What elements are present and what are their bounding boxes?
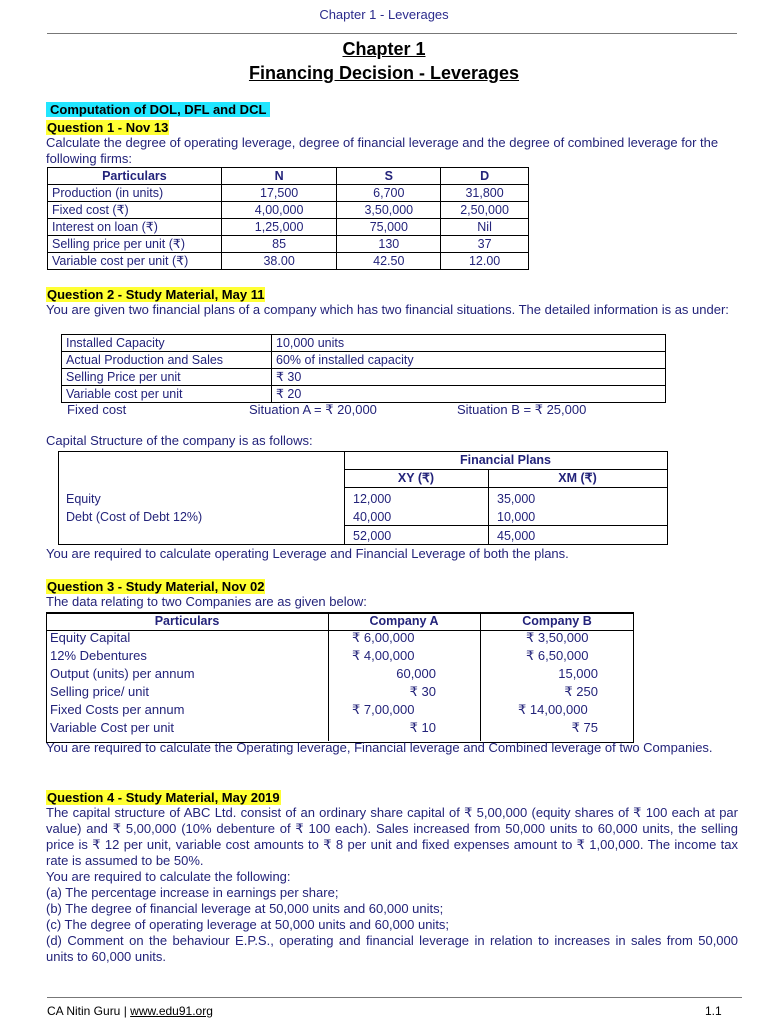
situation-b: Situation B = ₹ 25,000 bbox=[457, 402, 587, 417]
footer-divider bbox=[47, 997, 742, 998]
table-cell: Selling Price per unit bbox=[62, 369, 272, 386]
chapter-number: Chapter 1 bbox=[342, 39, 426, 59]
table-cell: ₹ 4,00,000 bbox=[352, 648, 415, 663]
table-row bbox=[62, 386, 666, 403]
q1-table bbox=[47, 167, 529, 270]
footer-credit bbox=[47, 1004, 213, 1018]
table-cell: 130 bbox=[337, 236, 441, 253]
table-header-row bbox=[46, 613, 634, 629]
table-cell: 3,50,000 bbox=[337, 202, 441, 219]
table-header-cell: Particulars bbox=[154, 614, 220, 628]
q1-heading-text: Question 1 - Nov 13 bbox=[47, 120, 169, 135]
table-cell: Variable cost per unit (₹) bbox=[48, 253, 222, 270]
table-cell: Actual Production and Sales bbox=[62, 352, 272, 369]
table-cell: ₹ 7,00,000 bbox=[352, 702, 415, 717]
xm-header: XM (₹) bbox=[558, 471, 597, 485]
xm-total: 45,000 bbox=[497, 529, 536, 543]
q2-required: You are required to calculate operating Leverage and Financial Leverage of both the plans. bbox=[46, 546, 569, 561]
table-header-cell: Company B bbox=[522, 614, 592, 628]
table-row bbox=[62, 369, 666, 386]
q4-item-b: (b) The degree of financial leverage at 50,000 units and 60,000 units; bbox=[46, 901, 444, 916]
q2-text: You are given two financial plans of a company which has two financial situations. The detailed information is as under: bbox=[46, 302, 729, 317]
table-cell: 1,25,000 bbox=[221, 219, 337, 236]
footer-author: CA Nitin Guru | bbox=[47, 1004, 131, 1018]
q4-item-d: (d) Comment on the behaviour E.P.S., operating and financial leverage in relation to increases in sales from 50,000 units to 60,000 units. bbox=[46, 933, 738, 964]
table-cell: 31,800 bbox=[441, 185, 529, 202]
table-row bbox=[48, 219, 529, 236]
q3-required: You are required to calculate the Operating leverage, Financial leverage and Combined leverage of two Companies. bbox=[46, 740, 713, 755]
table-cell: ₹ 75 bbox=[571, 720, 598, 735]
q4-text: The capital structure of ABC Ltd. consist of an ordinary share capital of ₹ 5,00,000 (equity shares of ₹ 100 each at par value) and ₹ 5,00,000 (10% debenture of ₹ 100 each). Sales increased from 50,000 units to 60,000 units, the selling price is ₹ 12 per unit, variable cost amounts to ₹ 8 per unit and fixed expenses amount to ₹ 1,00,000. The income tax rate is assumed to be 50%. bbox=[46, 805, 738, 868]
q4-item-c: (c) The degree of operating leverage at 50,000 units and 60,000 units; bbox=[46, 917, 450, 932]
table-cell: 12% Debentures bbox=[50, 648, 147, 663]
table-cell: 85 bbox=[221, 236, 337, 253]
footer-link[interactable]: www.edu91.org bbox=[130, 1004, 213, 1018]
q2-heading-text: Question 2 - Study Material, May 11 bbox=[47, 287, 265, 302]
table-cell: ₹ 30 bbox=[409, 684, 436, 699]
table-cell: Selling price per unit (₹) bbox=[48, 236, 222, 253]
table-row bbox=[46, 629, 634, 647]
header-divider bbox=[47, 33, 737, 34]
table-row bbox=[48, 185, 529, 202]
q1-text: Calculate the degree of operating leverage, degree of financial leverage and the degree of combined leverage for the following firms: bbox=[46, 135, 719, 166]
table-header-cell: D bbox=[441, 168, 529, 185]
q4-required: You are required to calculate the following: bbox=[46, 869, 291, 884]
table-cell: 42.50 bbox=[337, 253, 441, 270]
table-header-cell: N bbox=[221, 168, 337, 185]
table-row bbox=[46, 683, 634, 701]
table-cell: 12.00 bbox=[441, 253, 529, 270]
page-number: 1.1 bbox=[705, 1004, 722, 1018]
q4-heading-text: Question 4 - Study Material, May 2019 bbox=[47, 790, 280, 805]
table-row bbox=[48, 253, 529, 270]
table-cell: ₹ 6,00,000 bbox=[352, 630, 415, 645]
table-cell: 60,000 bbox=[396, 666, 436, 681]
table-cell: Production (in units) bbox=[48, 185, 222, 202]
table-cell: Variable Cost per unit bbox=[50, 720, 175, 735]
table-row bbox=[62, 352, 666, 369]
table-row bbox=[62, 335, 666, 352]
table-header-row bbox=[48, 168, 529, 185]
xm-debt: 10,000 bbox=[497, 510, 536, 524]
table-cell: 60% of installed capacity bbox=[272, 352, 666, 369]
running-header: Chapter 1 - Leverages bbox=[319, 7, 449, 22]
table-cell: Selling price/ unit bbox=[50, 684, 149, 699]
table-row bbox=[48, 202, 529, 219]
table-cell: Fixed cost (₹) bbox=[48, 202, 222, 219]
table-cell: 4,00,000 bbox=[221, 202, 337, 219]
table-cell: Installed Capacity bbox=[62, 335, 272, 352]
table-header-cell: Particulars bbox=[48, 168, 222, 185]
table-cell: Nil bbox=[441, 219, 529, 236]
table-cell: Output (units) per annum bbox=[50, 666, 195, 681]
table-cell: Interest on loan (₹) bbox=[48, 219, 222, 236]
q2-info-table bbox=[61, 334, 666, 403]
table-row bbox=[46, 665, 634, 683]
section-heading-text: Computation of DOL, DFL and DCL bbox=[46, 102, 270, 117]
table-cell: Fixed Costs per annum bbox=[50, 702, 185, 717]
table-row bbox=[48, 236, 529, 253]
xy-debt: 40,000 bbox=[353, 510, 392, 524]
table-cell: 15,000 bbox=[558, 666, 598, 681]
debt-label: Debt (Cost of Debt 12%) bbox=[66, 510, 203, 524]
situation-a: Situation A = ₹ 20,000 bbox=[249, 402, 377, 417]
table-cell: ₹ 20 bbox=[272, 386, 666, 403]
table-cell: ₹ 3,50,000 bbox=[526, 630, 589, 645]
table-cell: ₹ 30 bbox=[272, 369, 666, 386]
xy-header: XY (₹) bbox=[397, 471, 435, 485]
equity-label: Equity bbox=[66, 492, 101, 506]
table-cell: 38.00 bbox=[221, 253, 337, 270]
table-row bbox=[46, 647, 634, 665]
table-row bbox=[46, 719, 634, 737]
table-cell: 2,50,000 bbox=[441, 202, 529, 219]
financial-plans-header: Financial Plans bbox=[459, 453, 551, 467]
q3-text: The data relating to two Companies are as given below: bbox=[46, 594, 367, 609]
q3-data-table bbox=[46, 613, 634, 737]
table-cell: ₹ 14,00,000 bbox=[518, 702, 588, 717]
table-cell: 17,500 bbox=[221, 185, 337, 202]
fixed-cost-label: Fixed cost bbox=[67, 402, 127, 417]
table-cell: 10,000 units bbox=[272, 335, 666, 352]
table-cell: ₹ 10 bbox=[409, 720, 436, 735]
table-cell: 6,700 bbox=[337, 185, 441, 202]
q3-heading-text: Question 3 - Study Material, Nov 02 bbox=[47, 579, 265, 594]
table-divider bbox=[344, 487, 667, 488]
section-heading bbox=[46, 101, 270, 119]
table-header-cell: S bbox=[337, 168, 441, 185]
table-cell: Equity Capital bbox=[50, 630, 131, 645]
table-cell: ₹ 6,50,000 bbox=[526, 648, 589, 663]
table-header-cell: Company A bbox=[369, 614, 439, 628]
table-cell: 75,000 bbox=[337, 219, 441, 236]
table-cell: ₹ 250 bbox=[564, 684, 598, 699]
table-cell: 37 bbox=[441, 236, 529, 253]
xy-total: 52,000 bbox=[353, 529, 392, 543]
capital-structure-table bbox=[58, 451, 668, 545]
table-cell: Variable cost per unit bbox=[62, 386, 272, 403]
capital-structure-intro: Capital Structure of the company is as follows: bbox=[46, 433, 313, 448]
xm-equity: 35,000 bbox=[497, 492, 536, 506]
table-row bbox=[46, 701, 634, 719]
q4-item-a: (a) The percentage increase in earnings per share; bbox=[46, 885, 339, 900]
xy-equity: 12,000 bbox=[353, 492, 392, 506]
chapter-title: Financing Decision - Leverages bbox=[248, 63, 520, 83]
